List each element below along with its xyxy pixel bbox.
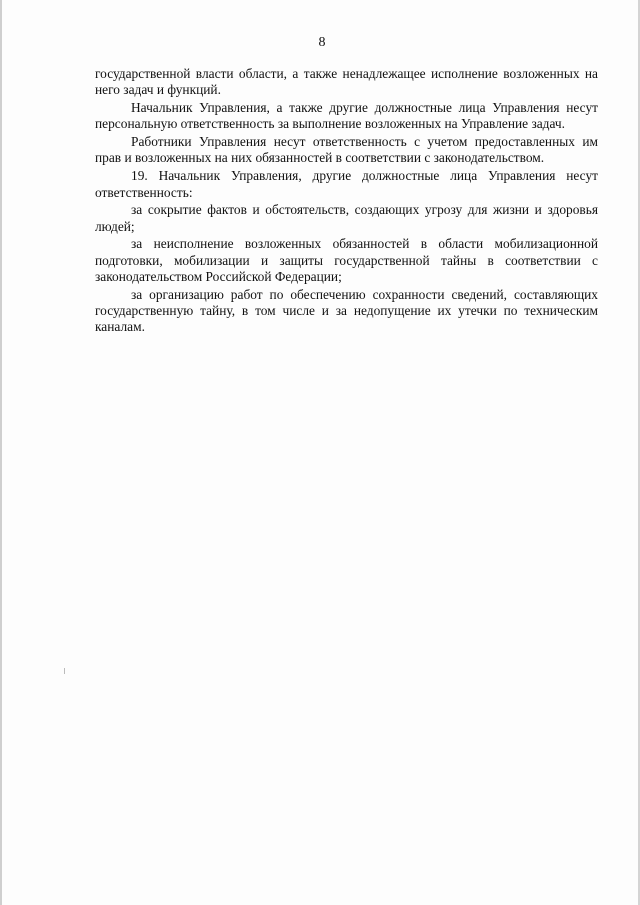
- paragraph-5: за сокрытие фактов и обстоятельств, создающих угрозу для жизни и здоровья людей;: [95, 202, 598, 234]
- paragraph-2: Начальник Управления, а также другие должностные лица Управления несут персональную ответственность за выполнение возложенных на Управление задач.: [95, 100, 598, 132]
- paragraph-7: за организацию работ по обеспечению сохранности сведений, составляющих государственную тайну, в том числе и за недопущение их утечки по техническим каналам.: [95, 286, 598, 335]
- paragraph-6: за неисполнение возложенных обязанностей в области мобилизационной подготовки, мобилизации и защиты государственной тайны в соответствии с законодательством Российской Федерации;: [95, 236, 598, 285]
- paragraph-3: Работники Управления несут ответственность с учетом предоставленных им прав и возложенных на них обязанностей в соответствии с законодательством.: [95, 134, 598, 166]
- document-body: [95, 66, 598, 337]
- scan-artifact: [64, 668, 65, 674]
- page-number: 8: [318, 35, 326, 50]
- paragraph-1: государственной власти области, а также ненадлежащее исполнение возложенных на него задач и функций.: [95, 66, 598, 98]
- paragraph-4-item-19: 19. Начальник Управления, другие должностные лица Управления несут ответственность:: [95, 168, 598, 200]
